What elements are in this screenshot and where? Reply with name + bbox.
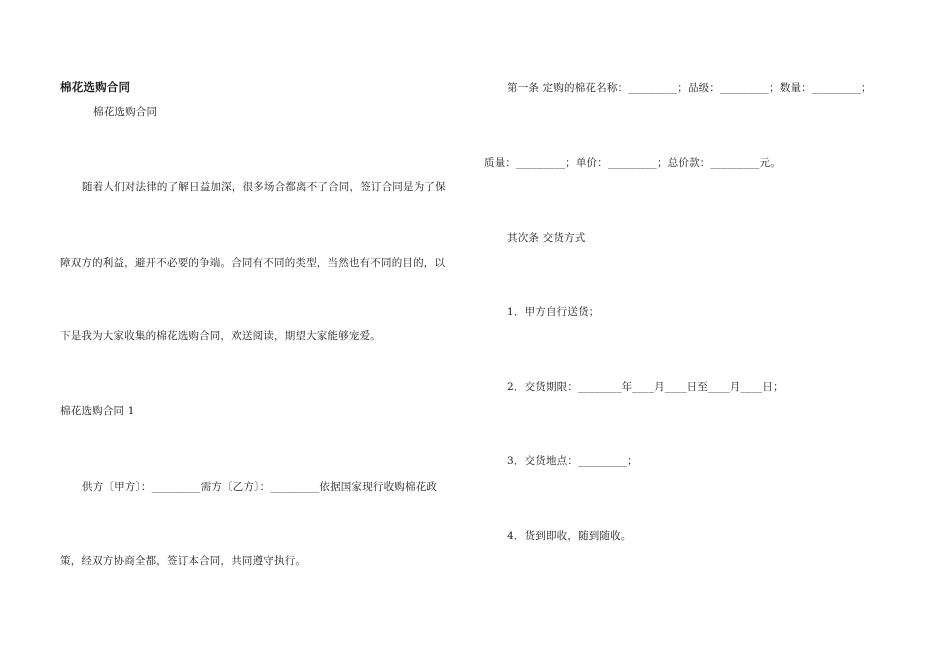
article-1-line-1: 第一条 定购的棉花名称：_________；品级：_________；数量：_________； (507, 82, 872, 94)
section-heading: 棉花选购合同 1 (60, 405, 135, 417)
delivery-item-4: 4．货到即收，随到随收。 (507, 530, 632, 542)
article-1-line-2: 质量：_________；单价：_________；总价款：_________元。 (484, 157, 781, 169)
intro-paragraph-line-1: 随着人们对法律的了解日益加深，很多场合都离不了合同，签订合同是为了保 (82, 181, 446, 193)
intro-paragraph-line-2: 障双方的利益，避开不必要的争端。合同有不同的类型，当然也有不同的目的，以 (60, 257, 446, 269)
document-title: 棉花选购合同 (60, 80, 131, 94)
parties-line-2: 策，经双方协商全都，签订本合同，共同遵守执行。 (60, 555, 307, 567)
parties-line-1: 供方〔甲方〕：_________需方〔乙方〕：_________依据国家现行收购棉花政 (82, 481, 438, 493)
document-subtitle: 棉花选购合同 (93, 106, 158, 118)
delivery-item-1: 1．甲方自行送货； (507, 306, 600, 318)
delivery-item-2: 2．交货期限：________年____月____日至____月____日； (507, 381, 784, 393)
article-2-heading: 其次条 交货方式 (507, 232, 586, 244)
intro-paragraph-line-3: 下是我为大家收集的棉花选购合同，欢送阅读，期望大家能够宠爱。 (60, 330, 381, 342)
delivery-item-3: 3．交货地点：_________； (507, 455, 638, 467)
